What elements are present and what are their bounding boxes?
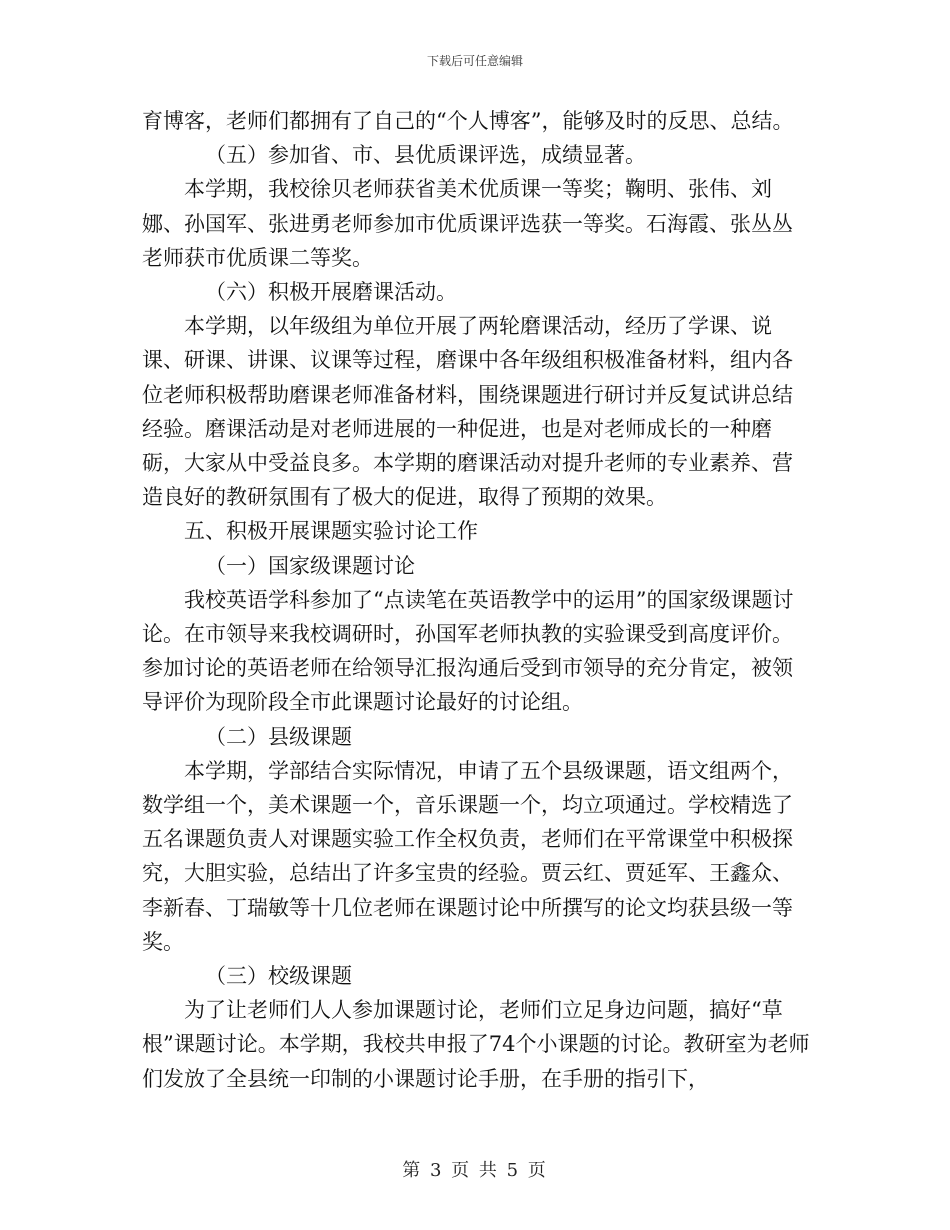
paragraph: （五）参加省、市、县优质课评选，成绩显著。 <box>205 143 646 168</box>
page-footer: 第 3 页 共 5 页 <box>402 1160 548 1181</box>
paragraph: （六）积极开展磨课活动。 <box>205 280 457 305</box>
paragraph: 本学期，学部结合实际情况，申请了五个县级课题，语文组两个，数学组一个，美术课题一个，音乐课题一个，均立项通过。学校精选了五名课题负责人对课题实验工作全权负责，老师们在平常课堂中积极探究，大胆实验，总结出了许多宝贵的经验。贾云红、贾延军、王鑫众、李新春、丁瑞敏等十几位老师在课题讨论中所撰写的论文均获县级一等奖。 <box>142 758 793 954</box>
subsection-heading: （三）校级课题 <box>205 964 352 989</box>
subsection-heading: （一）国家级课题讨论 <box>205 553 415 578</box>
paragraph: 本学期，以年级组为单位开展了两轮磨课活动，经历了学课、说课、研课、讲课、议课等过程，磨课中各年级组积极准备材料，组内各位老师积极帮助磨课老师准备材料，围绕课题进行研讨并反复试讲总结经验。磨课活动是对老师进展的一种促进，也是对老师成长的一种磨砺，大家从中受益良多。本学期的磨课活动对提升老师的专业素养、营造良好的教研氛围有了极大的促进，取得了预期的效果。 <box>142 314 793 510</box>
document-body <box>142 104 812 1096</box>
paragraph: 我校英语学科参加了“点读笔在英语教学中的运用”的国家级课题讨论。在市领导来我校调研时，孙国军老师执教的实验课受到高度评价。参加讨论的英语老师在给领导汇报沟通后受到市领导的充分肯定，被领导评价为现阶段全市此课题讨论最好的讨论组。 <box>142 587 794 715</box>
paragraph: 为了让老师们人人参加课题讨论，老师们立足身边问题，搞好“草根”课题讨论。本学期，我校共申报了74个小课题的讨论。教研室为老师们发放了全县统一印制的小课题讨论手册，在手册的指引下， <box>142 998 810 1091</box>
subsection-heading: （二）县级课题 <box>205 724 352 749</box>
paragraph: 育博客，老师们都拥有了自己的“个人博客”，能够及时的反思、总结。 <box>142 109 794 133</box>
section-heading: 五、积极开展课题实验讨论工作 <box>184 519 478 544</box>
page-header: 下载后可任意编辑 <box>426 54 523 68</box>
paragraph: 本学期，我校徐贝老师获省美术优质课一等奖；鞠明、张伟、刘娜、孙国军、张进勇老师参加市优质课评选获一等奖。石海霞、张丛丛老师获市优质课二等奖。 <box>142 177 793 270</box>
